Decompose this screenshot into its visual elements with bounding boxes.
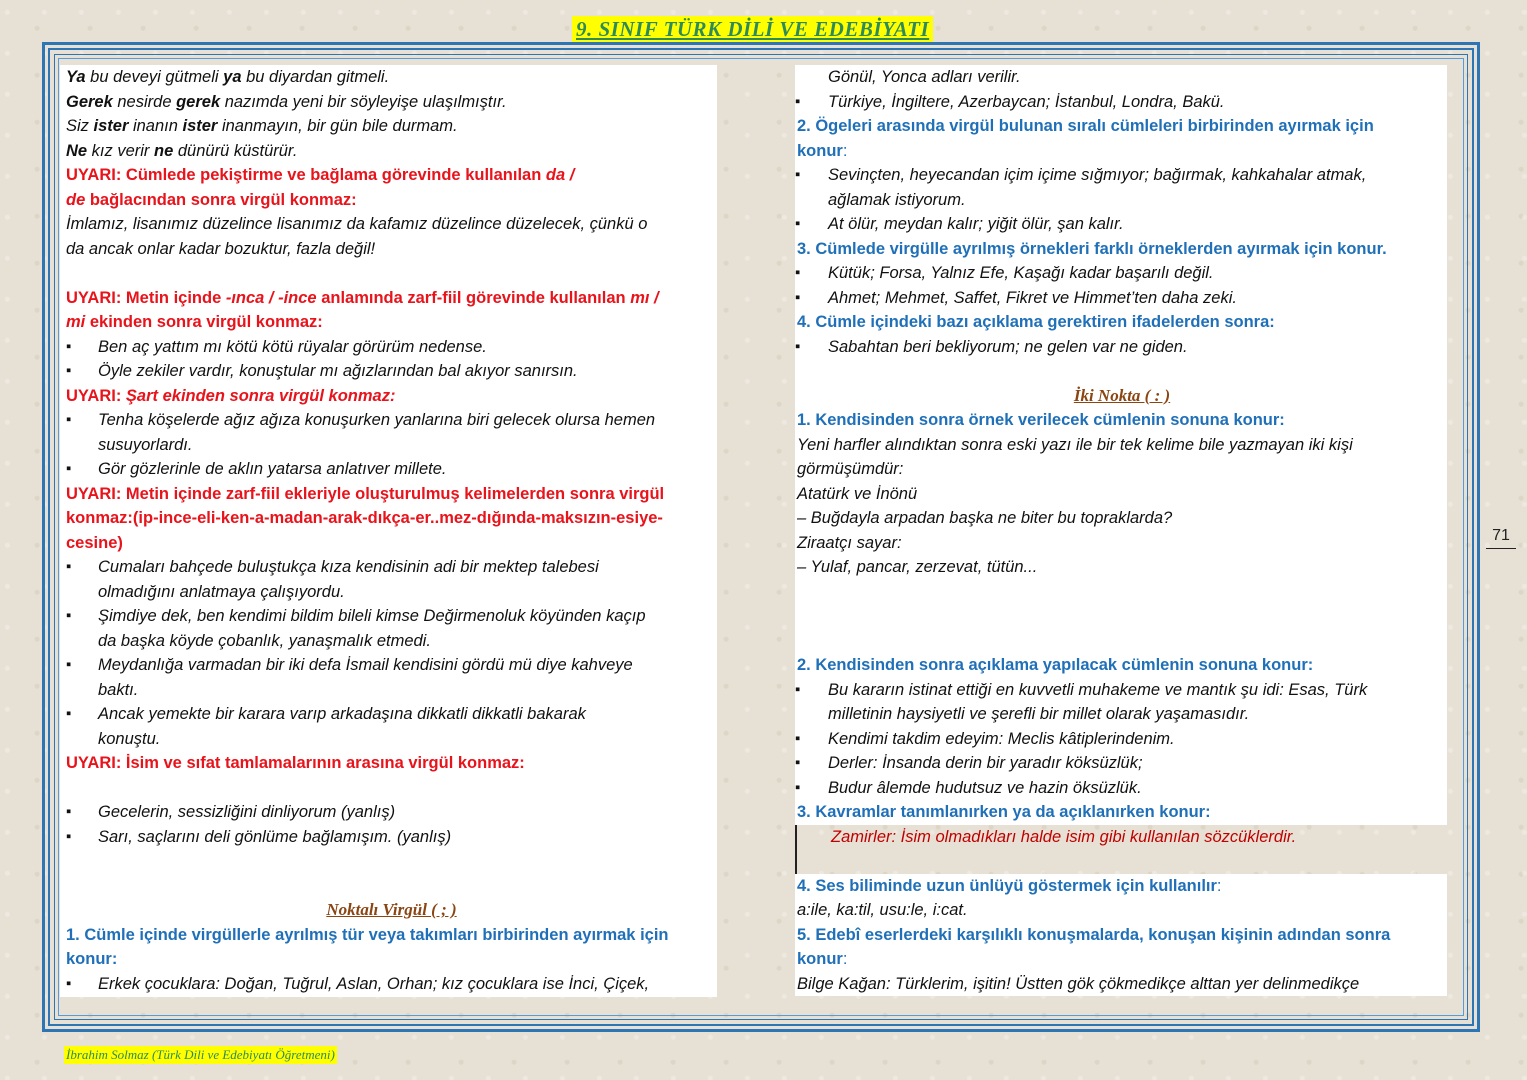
- text-segment: ağlamak istiyorum.: [828, 190, 966, 209]
- text-line: [795, 65, 1447, 90]
- text-segment: Türkiye, İngiltere, Azerbaycan; İstanbul, Londra, Bakü.: [828, 92, 1225, 111]
- text-line: [795, 898, 1447, 923]
- warning-text: [60, 531, 717, 556]
- text-segment: UYARI: İsim ve sıfat tamlamalarının arasına virgül konmaz:: [66, 754, 525, 772]
- text-line: [60, 139, 717, 164]
- text-line: [795, 580, 1447, 605]
- text-segment: :: [842, 141, 848, 160]
- text-segment: -ınca / -ince: [225, 288, 317, 307]
- text-segment: ne: [154, 141, 174, 160]
- left-column: [60, 65, 717, 997]
- text-segment: İmlamız, lisanımız düzelince lisanımız da kafamız düzelince düzelecek, çünkü o: [66, 215, 648, 233]
- text-segment: konur: [797, 950, 843, 968]
- text-segment: nazımda yeni bir söyleyişe ulaşılmıştır.: [220, 92, 507, 111]
- text-line: [60, 65, 717, 90]
- text-segment: ekinden sonra virgül konmaz:: [85, 313, 323, 331]
- page-number: 71: [1486, 524, 1516, 549]
- text-segment: UYARI: Metin içinde zarf-fiil ekleriyle oluşturulmuş kelimelerden sonra virgül: [66, 484, 665, 503]
- text-segment: Ziraatçı sayar:: [797, 533, 902, 552]
- text-segment: Sarı, saçlarını deli gönlüme bağlamışım. (yanlış): [98, 827, 452, 846]
- text-segment: Noktalı Virgül ( ; ): [326, 900, 457, 919]
- page-title: 9. SINIF TÜRK DİLİ VE EDEBİYATI: [572, 16, 933, 42]
- text-segment: nesirde: [112, 92, 177, 111]
- text-segment: 4. Ses biliminde uzun ünlüyü göstermek için kullanılır: [797, 876, 1217, 895]
- bullet-item: [60, 972, 717, 997]
- text-segment: 1. Kendisinden sonra örnek verilecek cümlenin sonuna konur:: [797, 411, 1285, 429]
- bullet-item: [795, 286, 1447, 311]
- text-line: [60, 261, 717, 286]
- text-segment: Gecelerin, sessizliğini dinliyorum (yanlış): [98, 803, 396, 821]
- bullet-item: [60, 702, 717, 727]
- text-segment: 3. Kavramlar tanımlanırken ya da açıklanırken konur:: [797, 803, 1211, 821]
- text-segment: Bilge Kağan: Türklerim, işitin! Üstten gök çökmedikçe alttan yer delinmedikçe: [797, 974, 1360, 993]
- bullet-item: [795, 163, 1447, 188]
- rule-heading: [795, 139, 1447, 164]
- text-line: [795, 457, 1447, 482]
- bullet-item: [795, 727, 1447, 752]
- text-segment: Tenha köşelerde ağız ağıza konuşurken yanlarına biri gelecek olursa hemen: [98, 411, 656, 429]
- text-segment: bu deveyi gütmeli: [85, 68, 224, 86]
- text-segment: Erkek çocuklara: Doğan, Tuğrul, Aslan, Orhan; kız çocuklara ise İnci, Çiçek,: [98, 974, 650, 993]
- text-segment: 2. Ögeleri arasında virgül bulunan sıralı cümleleri birbirinden ayırmak için: [797, 117, 1374, 135]
- text-line: [795, 359, 1447, 384]
- rule-heading: [795, 947, 1447, 972]
- text-line: [795, 555, 1447, 580]
- text-line: [60, 727, 717, 752]
- text-segment: Budur âlemde hudutsuz ve hazin öksüzlük.: [828, 778, 1142, 797]
- text-segment: Bu kararın istinat ettiği en kuvvetli muhakeme ve mantık şu idi: Esas, Türk: [828, 680, 1368, 699]
- text-segment: anlamında zarf-fiil görevinde kullanılan: [316, 288, 631, 307]
- text-segment: da başka köyde çobanlık, yanaşmalık etmedi.: [98, 631, 431, 650]
- bullet-item: [795, 678, 1447, 703]
- text-segment: ya: [223, 68, 242, 86]
- text-segment: 3. Cümlede virgülle ayrılmış örnekleri farklı örneklerden ayırmak için konur.: [797, 239, 1387, 258]
- rule-heading: [795, 408, 1447, 433]
- warning-text: [60, 482, 717, 507]
- text-line: [795, 702, 1447, 727]
- text-segment: baktı.: [98, 680, 139, 699]
- bullet-item: [60, 335, 717, 360]
- text-segment: ister: [93, 117, 129, 135]
- text-segment: Ya: [66, 68, 86, 86]
- text-segment: görmüşümdür:: [797, 460, 904, 478]
- text-line: [60, 849, 717, 874]
- rule-heading: [795, 237, 1447, 262]
- text-segment: UYARI: Cümlede pekiştirme ve bağlama görevinde kullanılan: [66, 166, 546, 184]
- text-segment: bu diyardan gitmeli.: [241, 68, 390, 86]
- text-segment: konmaz:(ip-ince-eli-ken-a-madan-arak-dıkça-er..mez-dığında-maksızın-esiye-: [66, 509, 663, 527]
- bullet-item: [60, 653, 717, 678]
- text-segment: Kendimi takdim edeyim: Meclis kâtiplerindenim.: [828, 729, 1175, 748]
- text-line: [795, 825, 1447, 850]
- text-line: [60, 874, 717, 899]
- rule-heading: [795, 114, 1447, 139]
- text-segment: susuyorlardı.: [98, 435, 193, 454]
- text-segment: Gönül, Yonca adları verilir.: [828, 68, 1021, 86]
- text-segment: Sevinçten, heyecandan içim içime sığmıyor; bağırmak, kahkahalar atmak,: [828, 166, 1367, 184]
- warning-text: [60, 310, 717, 335]
- text-segment: Ne: [66, 141, 88, 160]
- text-segment: cesine): [66, 533, 123, 552]
- text-segment: bağlacından sonra virgül konmaz:: [85, 190, 357, 209]
- text-segment: mı /: [630, 288, 659, 307]
- warning-text: [60, 384, 717, 409]
- text-segment: Gör gözlerinle de aklın yatarsa anlatıver millete.: [98, 460, 447, 478]
- text-segment: Şimdiye dek, ben kendimi bildim bileli kimse Değirmenoluk köyünden kaçıp: [98, 607, 646, 625]
- text-segment: – Buğdayla arpadan başka ne biter bu topraklarda?: [797, 509, 1173, 527]
- text-line: [795, 849, 1447, 874]
- text-line: [60, 580, 717, 605]
- text-segment: ister: [182, 117, 218, 135]
- bullet-item: [795, 212, 1447, 237]
- bullet-item: [795, 751, 1447, 776]
- bullet-item: [60, 825, 717, 850]
- text-line: [60, 90, 717, 115]
- rule-heading: [60, 923, 717, 948]
- text-segment: UYARI: Metin içinde: [66, 288, 226, 307]
- text-segment: milletinin haysiyetli ve şerefli bir millet olarak yaşamasıdır.: [828, 705, 1250, 723]
- text-segment: konuştu.: [98, 729, 161, 748]
- text-line: [60, 776, 717, 801]
- text-segment: da /: [545, 166, 575, 184]
- text-segment: konur: [797, 141, 843, 160]
- text-segment: kız verir: [87, 141, 155, 160]
- warning-text: [60, 286, 717, 311]
- text-segment: 2. Kendisinden sonra açıklama yapılacak cümlenin sonuna konur:: [797, 656, 1314, 674]
- rule-heading: [60, 947, 717, 972]
- right-column: [795, 65, 1447, 996]
- bullet-item: [60, 604, 717, 629]
- warning-text: [60, 188, 717, 213]
- text-segment: Atatürk ve İnönü: [797, 484, 918, 503]
- text-segment: Öyle zekiler vardır, konuştular mı ağızlarından bal akıyor sanırsın.: [98, 362, 578, 380]
- text-line: [795, 506, 1447, 531]
- text-segment: Ancak yemekte bir karara varıp arkadaşına dikkatli dikkatli bakarak: [98, 705, 586, 723]
- warning-text: [60, 751, 717, 776]
- text-segment: inanın: [128, 117, 183, 135]
- text-line: [60, 433, 717, 458]
- text-segment: 5. Edebî eserlerdeki karşılıklı konuşmalarda, konuşan kişinin adından sonra: [797, 925, 1391, 944]
- text-line: [60, 114, 717, 139]
- bullet-item: [60, 408, 717, 433]
- text-segment: Sabahtan beri bekliyorum; ne gelen var ne giden.: [828, 337, 1188, 356]
- rule-heading: [795, 874, 1447, 899]
- text-segment: Kütük; Forsa, Yalnız Efe, Kaşağı kadar başarılı değil.: [828, 264, 1214, 282]
- text-segment: Cumaları bahçede buluştukça kıza kendisinin adi bir mektep talebesi: [98, 558, 599, 576]
- bullet-item: [795, 335, 1447, 360]
- bullet-item: [795, 90, 1447, 115]
- text-segment: Yeni harfler alındıktan sonra eski yazı ile bir tek kelime bile yazmayan iki kişi: [797, 435, 1353, 454]
- text-segment: da ancak onlar kadar bozuktur, fazla değil!: [66, 239, 376, 258]
- bullet-item: [60, 457, 717, 482]
- text-line: [795, 433, 1447, 458]
- bullet-item: [795, 776, 1447, 801]
- text-line: [795, 482, 1447, 507]
- text-segment: inanmayın, bir gün bile durmam.: [217, 117, 458, 135]
- footer-author: İbrahim Solmaz (Türk Dili ve Edebiyatı Öğretmeni): [66, 1047, 335, 1062]
- text-segment: mi: [66, 313, 86, 331]
- text-segment: Şart ekinden sonra virgül konmaz:: [125, 386, 396, 405]
- text-line: [795, 972, 1447, 997]
- text-segment: de: [66, 190, 86, 209]
- text-segment: :: [842, 950, 848, 968]
- text-segment: At ölür, meydan kalır; yiğit ölür, şan kalır.: [828, 215, 1124, 233]
- text-segment: Siz: [66, 117, 94, 135]
- rule-heading: [795, 923, 1447, 948]
- text-line: [795, 531, 1447, 556]
- text-segment: Ahmet; Mehmet, Saffet, Fikret ve Himmet’ten daha zeki.: [828, 288, 1237, 307]
- warning-text: [60, 163, 717, 188]
- rule-heading: [795, 310, 1447, 335]
- text-segment: Derler: İnsanda derin bir yaradır köksüzlük;: [828, 754, 1143, 772]
- text-line: [795, 188, 1447, 213]
- text-line: [60, 237, 717, 262]
- text-segment: Zamirler: İsim olmadıkları halde isim gibi kullanılan sözcüklerdir.: [831, 827, 1297, 846]
- text-segment: 4. Cümle içindeki bazı açıklama gerektiren ifadelerden sonra:: [797, 313, 1275, 331]
- section-title: [60, 898, 717, 923]
- text-line: [60, 212, 717, 237]
- text-segment: olmadığını anlatmaya çalışıyordu.: [98, 582, 345, 601]
- rule-heading: [795, 800, 1447, 825]
- text-segment: gerek: [176, 92, 221, 111]
- text-segment: konur:: [66, 950, 118, 968]
- text-segment: dünürü küstürür.: [173, 141, 298, 160]
- text-segment: – Yulaf, pancar, zerzevat, tütün...: [797, 558, 1038, 576]
- text-line: [60, 629, 717, 654]
- text-line: [795, 629, 1447, 654]
- bullet-item: [795, 261, 1447, 286]
- rule-heading: [795, 653, 1447, 678]
- text-line: [795, 604, 1447, 629]
- text-line: [60, 678, 717, 703]
- text-segment: Meydanlığa varmadan bir iki defa İsmail kendisini gördü mü diye kahveye: [98, 656, 633, 674]
- text-segment: Ben aç yattım mı kötü kötü rüyalar görürüm nedense.: [98, 337, 487, 356]
- section-title: [795, 384, 1447, 409]
- warning-text: [60, 506, 717, 531]
- bullet-item: [60, 359, 717, 384]
- bullet-item: [60, 800, 717, 825]
- text-segment: 1. Cümle içinde virgüllerle ayrılmış tür veya takımları birbirinden ayırmak için: [66, 925, 669, 944]
- text-segment: UYARI:: [66, 386, 126, 405]
- text-segment: İki Nokta ( : ): [1073, 385, 1171, 405]
- text-segment: a:ile, ka:til, usu:le, i:cat.: [797, 901, 968, 919]
- text-segment: :: [1216, 876, 1222, 895]
- text-segment: Gerek: [66, 92, 113, 111]
- bullet-item: [60, 555, 717, 580]
